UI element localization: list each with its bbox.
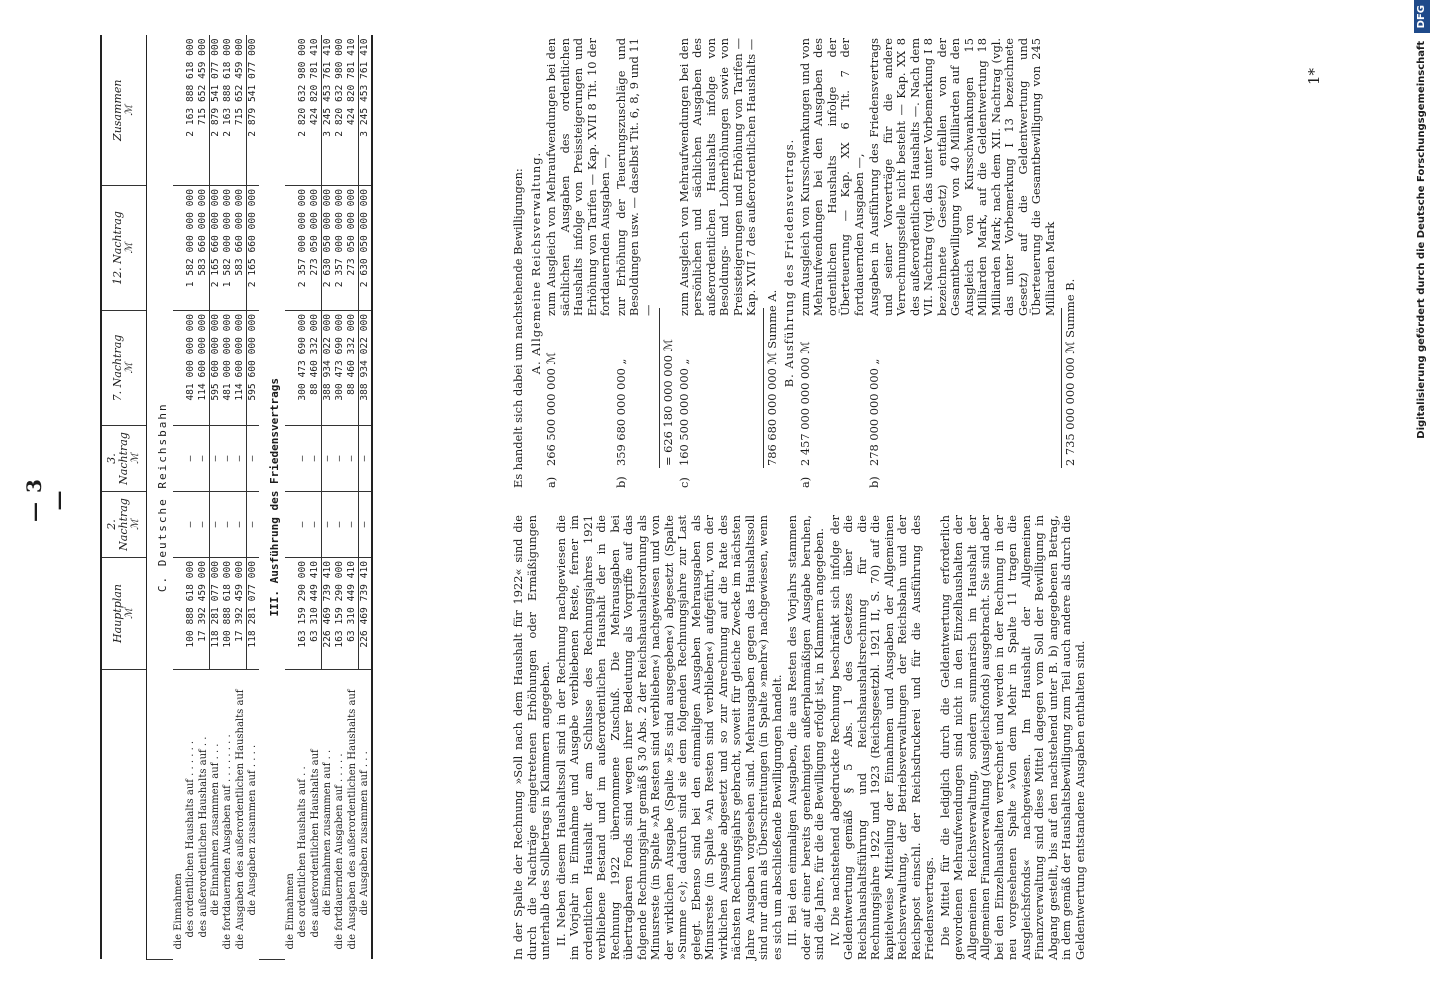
row-label: die Ausgaben des außerordentlichen Haushalts auf bbox=[346, 689, 358, 950]
list-item: b) 359 680 000 000 „ zur Erhöhung der Teuerungszuschläge und Besoldungen usw. — daselbst Tit. 6, 8, 9 und 11 — bbox=[613, 38, 655, 488]
sum-rule bbox=[763, 308, 764, 468]
table-cell: 2 163 888 618 000 bbox=[222, 36, 234, 186]
page-number: — 3 — bbox=[22, 478, 70, 522]
row-label: des ordentlichen Haushalts auf . . . . . . bbox=[185, 740, 196, 938]
sum-a1: = 626 180 000 000 ℳ bbox=[661, 339, 675, 466]
list-item: a) 266 500 000 000 ℳ zum Ausgleich von Mehraufwendungen bei den sächlichen Ausgaben des ordentlichen Haushalts infolge von Preissteigerungen und Erhöhung von Tarifen — Kap. XVII 8 Tit. 10 der fortdauernden Ausgaben —, bbox=[544, 38, 612, 488]
table-cell: 226 469 739 410 bbox=[322, 558, 335, 670]
table-header-row bbox=[101, 36, 147, 960]
table-section-header: III. Ausführung des Friedensvertrags bbox=[259, 36, 285, 960]
table-cell: 2 820 632 980 000 bbox=[334, 36, 346, 186]
table-cell: 17 392 459 000 bbox=[197, 558, 210, 670]
table-cell: — bbox=[234, 426, 247, 492]
list-item: b) 278 000 000 000 „ Ausgaben in Ausführung des Friedensvertrags und seiner Vorverträge für die andere Verrechnungsstelle nicht besteht — Kap. XX 8 des außerordentlichen Haushalts —. Nach dem VII. Nachtrag (vgl. das unter Vorbemerkung I 8 bezeichnete Gesetz) entfallen von der Gesamtbewilligung von 40 Milliarden auf den Ausgleich von Kursschwankungen 15 Milliarden Mark, auf die Geldentwertung 18 Milliarden Mark; nach dem XII. Nachtrag (vgl. das unter Vorbemerkung I 13 bezeichnete Gesetz) auf die Geldentwertung und Überteuerung die Gesamtbewilligung von 245 Milliarden Mark bbox=[867, 38, 1057, 488]
table-row bbox=[197, 36, 210, 960]
column-header: 12. Nachtrag ℳ bbox=[101, 186, 147, 311]
table-cell: 424 820 781 410 bbox=[346, 36, 359, 186]
table-cell: — bbox=[322, 426, 335, 492]
table-cell: 2 879 541 077 000 bbox=[210, 36, 223, 186]
row-label: die Ausgaben des außerordentlichen Haushalts auf bbox=[234, 689, 246, 950]
table-cell: — bbox=[297, 426, 309, 492]
table-cell bbox=[173, 558, 185, 670]
table-row bbox=[234, 36, 247, 960]
table-cell: — bbox=[222, 426, 234, 492]
table-cell: — bbox=[309, 426, 322, 492]
table-cell: 63 310 449 410 bbox=[309, 558, 322, 670]
table-cell: — bbox=[185, 426, 197, 492]
table-cell: — bbox=[222, 492, 234, 558]
table-row bbox=[210, 36, 223, 960]
column-header: 2. Nachtrag ℳ bbox=[101, 492, 147, 558]
table-cell: 3 245 453 761 410 bbox=[322, 36, 335, 186]
table-cell: 2 630 050 000 000 bbox=[322, 186, 335, 311]
table-section-header: C. Deutsche Reichsbahn bbox=[147, 36, 174, 960]
table-cell: — bbox=[346, 426, 359, 492]
table-cell: — bbox=[359, 426, 373, 492]
heading-a: A. Allgemeine Reichsverwaltung. bbox=[528, 151, 543, 375]
table-cell: — bbox=[309, 492, 322, 558]
table-cell: — bbox=[197, 426, 210, 492]
table-cell: 163 159 290 000 bbox=[334, 558, 346, 670]
table-cell bbox=[285, 492, 297, 558]
notes-column-right bbox=[512, 38, 1078, 488]
row-label: die Ausgaben zusammen auf . . . . bbox=[247, 744, 258, 916]
table-row bbox=[222, 36, 234, 960]
table-cell: 2 630 050 000 000 bbox=[359, 186, 373, 311]
table-cell: 3 245 453 761 410 bbox=[359, 36, 373, 186]
heading-b: B. Ausführung des Friedensvertrags. bbox=[782, 138, 796, 388]
table-cell: 481 000 000 000 bbox=[185, 311, 197, 426]
footer-signature-mark: 1* bbox=[1305, 67, 1323, 85]
notes-column-left bbox=[512, 515, 1089, 960]
note-paragraph: III. Bei den einmaligen Ausgaben, die aus Resten des Vorjahrs stammen oder auf einer bereits genehmigten außerplanmäßigen Ausgabe beruhen, sind die Jahre, für die die Bewilligung erfolgt ist, in Klammern angegeben. bbox=[785, 515, 826, 960]
table-cell: 114 600 000 000 bbox=[197, 311, 210, 426]
table-row bbox=[285, 36, 297, 960]
table-cell bbox=[285, 311, 297, 426]
sum-a: 786 680 000 000 ℳ Summe A. bbox=[764, 289, 779, 466]
row-label: des außerordentlichen Haushalts auf . . bbox=[197, 736, 209, 938]
table-cell: 163 159 290 000 bbox=[297, 558, 309, 670]
table-cell: — bbox=[234, 492, 247, 558]
sum-b: 2 735 000 000 000 ℳ Summe B. bbox=[1063, 278, 1077, 466]
table-cell: 2 165 660 000 000 bbox=[247, 186, 260, 311]
table-cell bbox=[173, 36, 185, 186]
table-cell bbox=[285, 558, 297, 670]
table-row bbox=[173, 36, 185, 960]
note-paragraph: IV. Die nachstehend abgedruckte Rechnung beschränkt sich infolge der Geldentwertung gemäß § 5 Abs. 1 des Gesetzes über die Reichshaushaltsführung und Reichshaushaltsrechnung für die Rechnungsjahre 1922 und 1923 (Reichsgesetzbl. 1921 II, S. 70) auf die kapitelweise Mitteilung der Einnahmen und Ausgaben der Allgemeinen Reichsverwaltung, der Betriebsverwaltungen der Reichsbahn und der Reichspost einschl. der Reichsdruckerei und für die Ausführung des Friedensvertrags. bbox=[827, 515, 936, 960]
dfg-logo: DFG bbox=[1414, 0, 1430, 33]
row-label: des ordentlichen Haushalts auf . . bbox=[297, 766, 308, 938]
budget-table-grid bbox=[100, 36, 373, 961]
table-cell: — bbox=[247, 426, 260, 492]
sum-rule bbox=[659, 308, 660, 468]
table-cell: 17 392 459 000 bbox=[234, 558, 247, 670]
row-label: die fortdauernden Ausgaben auf . . . . . bbox=[334, 753, 345, 950]
table-cell: 481 000 000 000 bbox=[222, 311, 234, 426]
table-row bbox=[346, 36, 359, 960]
table-cell: 2 879 541 077 000 bbox=[247, 36, 260, 186]
table-row bbox=[185, 36, 197, 960]
table-cell: 595 600 000 000 bbox=[247, 311, 260, 426]
budget-table bbox=[100, 36, 373, 960]
table-cell: 100 888 618 000 bbox=[222, 558, 234, 670]
table-cell: 715 652 459 000 bbox=[197, 36, 210, 186]
table-cell: 2 163 888 618 000 bbox=[185, 36, 197, 186]
table-cell: 114 600 000 000 bbox=[234, 311, 247, 426]
table-cell: 2 357 000 000 000 bbox=[334, 186, 346, 311]
list-item: a) 2 457 000 000 000 ℳ zum Ausgleich von Kursschwankungen und von Mehraufwendungen bei den Ausgaben des ordentlichen Haushalts infolge der Überteuerung — Kap. XX 6 Tit. 7 der fortdauernden Ausgaben —, bbox=[797, 38, 866, 488]
row-label: die fortdauernden Ausgaben auf . . . . . . . . bbox=[222, 734, 233, 950]
table-cell: 118 281 077 000 bbox=[210, 558, 223, 670]
table-cell: 424 820 781 410 bbox=[309, 36, 322, 186]
intro-text: Es handelt sich dabei um nachstehende Bewilligungen: bbox=[511, 168, 525, 488]
row-label: die Einnahmen zusammen auf . . bbox=[322, 749, 333, 916]
table-cell: 100 888 618 000 bbox=[185, 558, 197, 670]
table-cell: 583 660 000 000 bbox=[197, 186, 210, 311]
table-cell bbox=[285, 186, 297, 311]
table-cell bbox=[173, 492, 185, 558]
table-cell: 226 469 739 410 bbox=[359, 558, 373, 670]
table-cell: 63 310 449 410 bbox=[346, 558, 359, 670]
row-label: die Einnahmen zusammen auf . . . bbox=[210, 743, 221, 916]
table-cell: 300 473 690 000 bbox=[334, 311, 346, 426]
table-cell: 118 281 077 000 bbox=[247, 558, 260, 670]
table-cell: — bbox=[322, 492, 335, 558]
table-row bbox=[297, 36, 309, 960]
note-paragraph: In der Spalte der Rechnung »Soll nach dem Haushalt für 1922« sind die durch die Nachträge eingetretenen Erhöhungen oder Ermäßigungen unterhalb des Sollbetrags in Klammern angegeben. bbox=[511, 515, 552, 960]
table-cell: 715 652 459 000 bbox=[234, 36, 247, 186]
table-cell bbox=[173, 426, 185, 492]
table-cell bbox=[173, 311, 185, 426]
table-cell: 300 473 690 000 bbox=[297, 311, 309, 426]
table-cell: — bbox=[197, 492, 210, 558]
table-cell: — bbox=[210, 492, 223, 558]
column-header bbox=[101, 670, 147, 960]
note-paragraph: II. Neben diesem Haushaltssoll sind in der Rechnung nachgewiesen die im Vorjahr in Einnahme und Ausgabe verbliebenen Reste, ferner im ordentlichen Haushalt der am Schlusse des Rechnungsjahres 1921 verbliebene Bestand und im außerordentlichen Haushalt der in die Rechnung 1922 übernommene Zuschuß. Die Mehrausgaben bei übertragbaren Fonds sind wegen ihrer Bedeutung als Vorgriffe auf das folgende Rechnungsjahr gemäß § 30 Abs. 2 der Reichshaushaltsordnung als Minusreste (in Spalte »An Resten sind verblieben«) nachgewiesen und von der wirklichen Ausgabe (Spalte »Es sind ausgegeben«) abgesetzt (Spalte »Summe c«); dadurch sind sie dem folgenden Rechnungsjahre zur Last gelegt. Ebenso sind bei den einmaligen Ausgaben Mehrausgaben als Minusreste (in Spalte »An Resten sind verblieben«) aufgeführt, von der wirklichen Ausgabe abgesetzt und so zur Anrechnung auf die Rate des nächsten Rechnungsjahrs gebracht, soweit für gleiche Zwecke im nächsten Jahre Ausgaben vorgesehen sind. Mehrausgaben gegen das Haushaltssoll sind nur dann als Überschreitungen (in Spalte »mehr«) nachgewiesen, wenn es sich um abschließende Bewilligungen handelt. bbox=[553, 515, 784, 960]
table-cell bbox=[285, 426, 297, 492]
table-cell: — bbox=[334, 426, 346, 492]
table-cell: — bbox=[185, 492, 197, 558]
row-label: die Einnahmen bbox=[285, 873, 296, 950]
table-cell: — bbox=[210, 426, 223, 492]
list-item: c) 160 500 000 000 „ zum Ausgleich von Mehraufwendungen bei den persönlichen und sächlichen Ausgaben des außerordentlichen Haushalts infolge von Besoldungs- und Lohnerhöhungen sowie von Preissteigerungen und Erhöhung von Tarifen — Kap. XVII 7 des außerordentlichen Haushalts — bbox=[676, 38, 758, 488]
table-cell: — bbox=[297, 492, 309, 558]
table-cell: 2 820 632 980 000 bbox=[297, 36, 309, 186]
list-a bbox=[545, 38, 655, 488]
table-cell: 2 357 000 000 000 bbox=[297, 186, 309, 311]
table-cell: 273 050 000 000 bbox=[346, 186, 359, 311]
table-cell: — bbox=[346, 492, 359, 558]
table-cell bbox=[285, 36, 297, 186]
row-label: die Einnahmen bbox=[173, 873, 184, 950]
table-cell: 388 934 022 000 bbox=[359, 311, 373, 426]
table-row bbox=[309, 36, 322, 960]
table-cell: — bbox=[334, 492, 346, 558]
table-cell: 273 050 000 000 bbox=[309, 186, 322, 311]
table-row bbox=[247, 36, 260, 960]
column-header: Zusammen ℳ bbox=[101, 36, 147, 186]
table-cell: 583 660 000 000 bbox=[234, 186, 247, 311]
table-cell: 88 460 332 000 bbox=[346, 311, 359, 426]
row-label: die Ausgaben zusammen auf . . . bbox=[359, 670, 373, 960]
column-header: 3. Nachtrag ℳ bbox=[101, 426, 147, 492]
table-row bbox=[322, 36, 335, 960]
column-header: 7. Nachtrag ℳ bbox=[101, 311, 147, 426]
digitization-watermark bbox=[1412, 0, 1432, 1000]
table-cell: — bbox=[359, 492, 373, 558]
table-cell: 1 582 000 000 000 bbox=[222, 186, 234, 311]
table-cell: 2 165 660 000 000 bbox=[210, 186, 223, 311]
column-header: Hauptplan ℳ bbox=[101, 558, 147, 670]
table-cell: — bbox=[247, 492, 260, 558]
table-cell: 388 934 022 000 bbox=[322, 311, 335, 426]
table-row bbox=[359, 36, 373, 960]
table-cell: 595 600 000 000 bbox=[210, 311, 223, 426]
table-cell: 1 582 000 000 000 bbox=[185, 186, 197, 311]
table-cell bbox=[173, 186, 185, 311]
row-label: des außerordentlichen Haushalts auf bbox=[309, 749, 321, 938]
list-b bbox=[799, 38, 1058, 488]
sum-rule bbox=[1061, 308, 1062, 468]
table-row bbox=[334, 36, 346, 960]
watermark-text: Digitalisierung gefördert durch die Deutsche Forschungsgemeinschaft bbox=[1416, 40, 1427, 439]
note-paragraph: Die Mittel für die lediglich durch die Geldentwertung erforderlich gewordenen Mehraufwendungen sind nicht in den Einzelhaushalten der Allgemeinen Reichsverwaltung, sondern summarisch im Haushalt der Allgemeinen Finanzverwaltung (Ausgleichsfonds) ausgebracht. Sie sind aber bei den Einzelhaushalten verrechnet und werden in der Rechnung in der neu vorgesehenen Spalte »Von dem Mehr in Spalte 11 tragen die Ausgleichsfonds« nachgewiesen. Im Haushalt der Allgemeinen Finanzverwaltung sind diese Mittel dagegen vom Soll der Bewilligung in Abgang gestellt, bis auf den nachstehend unter B. b) angegebenen Betrag, in dem gemäß der Haushaltsbewilligung zum Teil auch andere als durch die Geldentwertung entstandene Ausgaben enthalten sind. bbox=[937, 515, 1087, 960]
table-cell: 88 460 332 000 bbox=[309, 311, 322, 426]
